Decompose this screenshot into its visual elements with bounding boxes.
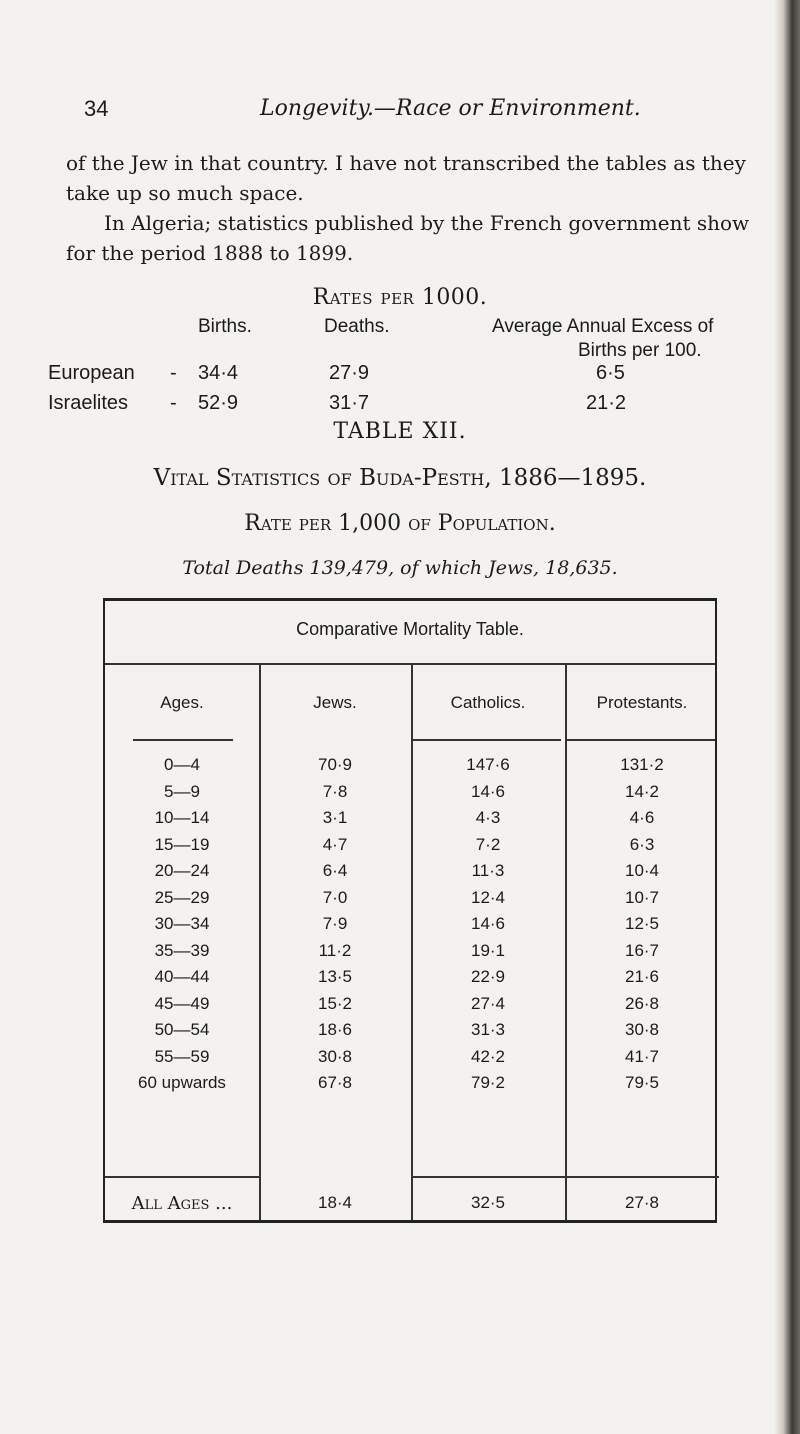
header-rule — [413, 739, 561, 741]
protestants-cell: 26·8 — [624, 993, 660, 1013]
all-ages-label: All Ages ... — [131, 1193, 233, 1214]
page-edge-shadow — [774, 0, 800, 1434]
catholics-cell: 31·3 — [470, 1020, 506, 1039]
jews-cell: 67·8 — [317, 1073, 353, 1092]
page-number: 34 — [84, 96, 109, 121]
table-number: TABLE XII. — [333, 419, 467, 444]
catholics-cell: 7·2 — [475, 834, 501, 854]
age-cell: 0—4 — [164, 755, 200, 774]
jews-cell: 7·9 — [322, 914, 348, 933]
mortality-table — [103, 598, 717, 1223]
column-header-jews: Jews. — [313, 693, 357, 712]
jews-cell: 7·8 — [322, 781, 348, 801]
paragraph-line: In Algeria; statistics published by the French government show — [104, 211, 750, 235]
age-cell: 5—9 — [164, 781, 200, 801]
jews-cell: 3·1 — [322, 808, 348, 827]
rates-title: Rates per 1000. — [312, 285, 488, 310]
protestants-cell: 6·3 — [629, 834, 655, 854]
catholics-cell: 22·9 — [470, 967, 506, 986]
header-rule — [567, 739, 715, 741]
column-header-protestants: Protestants. — [596, 693, 688, 712]
column-header-catholics: Catholics. — [450, 693, 526, 712]
jews-cell: 15·2 — [317, 993, 353, 1013]
total-deaths-note: Total Deaths 139,479, of which Jews, 18,635. — [182, 557, 618, 579]
all-ages-jews: 18·4 — [317, 1193, 353, 1212]
caption-rule — [105, 663, 715, 665]
paragraph-line: take up so much space. — [66, 181, 304, 205]
column-header-ages: Ages. — [160, 693, 204, 712]
protestants-cell: 41·7 — [624, 1046, 660, 1066]
births-value: 52·9 — [198, 392, 239, 414]
protestants-cell: 30·8 — [624, 1020, 660, 1039]
catholics-cell: 27·4 — [470, 993, 506, 1013]
excess-header-line1: Average Annual Excess of — [492, 316, 714, 337]
paragraph-line: for the period 1888 to 1899. — [66, 241, 354, 265]
jews-cell: 30·8 — [317, 1046, 353, 1066]
catholics-cell: 14·6 — [470, 781, 506, 801]
age-cell: 10—14 — [154, 808, 210, 827]
age-cell: 40—44 — [154, 967, 210, 986]
row-dash: - — [170, 362, 177, 384]
excess-header-line2: Births per 100. — [578, 340, 702, 361]
protestants-cell: 21·6 — [624, 967, 660, 986]
catholics-cell: 14·6 — [470, 914, 506, 933]
excess-value: 21·2 — [586, 392, 627, 414]
row-label: European — [48, 362, 135, 384]
protestants-cell: 10·4 — [624, 861, 660, 880]
age-cell: 60 upwards — [138, 1073, 226, 1092]
catholics-cell: 42·2 — [470, 1046, 506, 1066]
deaths-value: 27·9 — [329, 362, 370, 384]
jews-cell: 13·5 — [317, 967, 353, 986]
jews-cell: 11·2 — [318, 940, 352, 960]
all-ages-protestants: 27·8 — [624, 1193, 660, 1212]
catholics-cell: 11·3 — [471, 861, 505, 880]
jews-cell: 18·6 — [317, 1020, 353, 1039]
all-ages-catholics: 32·5 — [470, 1193, 506, 1212]
catholics-cell: 4·3 — [475, 808, 501, 827]
age-cell: 25—29 — [154, 887, 210, 907]
age-cell: 15—19 — [154, 834, 210, 854]
jews-cell: 70·9 — [317, 755, 353, 774]
catholics-cell: 79·2 — [470, 1073, 506, 1092]
jews-cell: 6·4 — [322, 861, 348, 880]
births-value: 34·4 — [198, 362, 239, 384]
jews-cell: 4·7 — [322, 834, 348, 854]
catholics-cell: 12·4 — [470, 887, 506, 907]
table-subtitle: Rate per 1,000 of Population. — [244, 511, 556, 536]
age-cell: 50—54 — [154, 1020, 210, 1039]
table-caption: Comparative Mortality Table. — [296, 619, 524, 639]
births-header: Births. — [198, 316, 252, 337]
age-cell: 35—39 — [154, 940, 210, 960]
excess-value: 6·5 — [596, 362, 625, 384]
jews-cell: 7·0 — [322, 887, 348, 907]
age-cell: 20—24 — [154, 861, 210, 880]
catholics-cell: 147·6 — [466, 755, 510, 774]
deaths-header: Deaths. — [324, 316, 390, 337]
age-cell: 55—59 — [154, 1046, 210, 1066]
protestants-cell: 79·5 — [624, 1073, 660, 1092]
catholics-cell: 19·1 — [470, 940, 506, 960]
age-cell: 30—34 — [154, 914, 210, 933]
protestants-cell: 10·7 — [624, 887, 660, 907]
total-rule — [105, 1176, 259, 1178]
protestants-cell: 14·2 — [624, 781, 660, 801]
paragraph-line: of the Jew in that country. I have not transcribed the tables as they — [66, 151, 746, 175]
total-rule — [411, 1176, 719, 1178]
protestants-cell: 4·6 — [629, 808, 655, 827]
protestants-cell: 16·7 — [624, 940, 660, 960]
age-cell: 45—49 — [154, 993, 210, 1013]
row-dash: - — [170, 392, 177, 414]
protestants-cell: 131·2 — [620, 755, 664, 774]
header-rule — [133, 739, 233, 741]
row-label: Israelites — [48, 392, 129, 414]
running-title: Longevity.—Race or Environment. — [260, 96, 641, 121]
deaths-value: 31·7 — [329, 392, 370, 414]
protestants-cell: 12·5 — [624, 914, 660, 933]
table-title: Vital Statistics of Buda-Pesth, 1886—1895. — [153, 465, 647, 491]
